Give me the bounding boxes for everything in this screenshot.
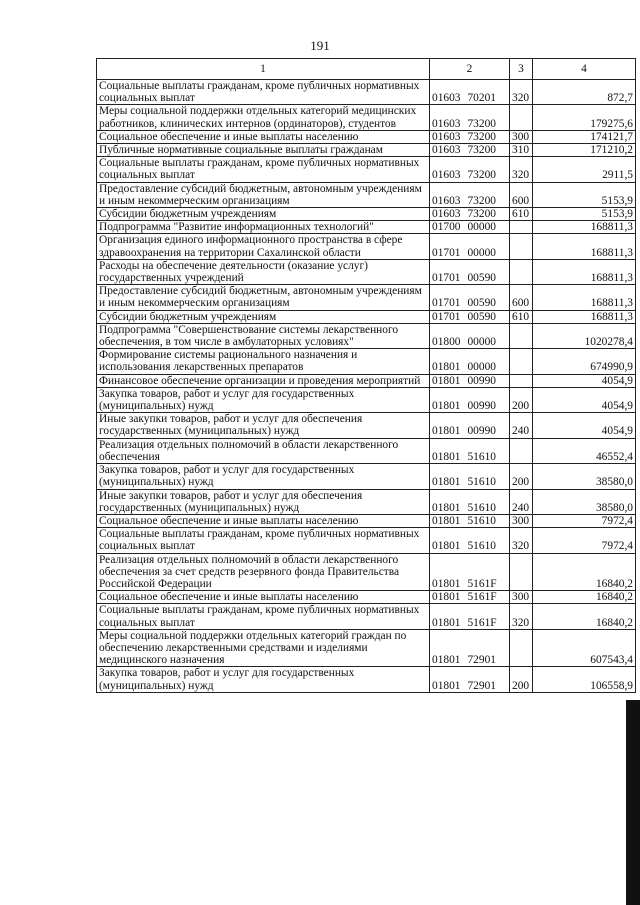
program-code: 01801 (432, 616, 461, 629)
expense-type-code: 610 (510, 310, 533, 323)
table-row (97, 604, 636, 629)
row-description: Предоставление субсидий бюджетным, автономным учреждениям и иным некоммерческим организациям (97, 182, 430, 207)
target-article-code (430, 438, 510, 463)
table-row (97, 182, 636, 207)
table-row (97, 514, 636, 527)
program-code: 01603 (432, 169, 461, 182)
direction-code: 00990 (467, 400, 496, 413)
expense-type-code (510, 221, 533, 234)
row-description: Расходы на обеспечение деятельности (оказание услуг) государственных учреждений (97, 259, 430, 284)
expense-type-code (510, 234, 533, 259)
amount: 4054,9 (533, 413, 636, 438)
target-article-code (430, 144, 510, 157)
program-code: 01701 (432, 297, 461, 310)
target-article-code (430, 374, 510, 387)
direction-code: 5161F (467, 616, 497, 629)
direction-code: 51610 (467, 450, 496, 463)
amount: 872,7 (533, 80, 636, 105)
direction-code: 51610 (467, 514, 496, 527)
target-article-code (430, 310, 510, 323)
expense-type-code: 320 (510, 528, 533, 553)
amount: 16840,2 (533, 553, 636, 591)
budget-table (96, 58, 636, 693)
direction-code: 5161F (467, 577, 497, 590)
table-header-row (97, 59, 636, 80)
table-row (97, 157, 636, 182)
direction-code: 00990 (467, 425, 496, 438)
target-article-code (430, 387, 510, 412)
expense-type-code: 200 (510, 387, 533, 412)
program-code: 01603 (432, 208, 461, 221)
program-code: 01603 (432, 92, 461, 105)
direction-code: 00590 (467, 310, 496, 323)
expense-type-code (510, 349, 533, 374)
expense-type-code (510, 323, 533, 348)
row-description: Подпрограмма "Совершенствование системы лекарственного обеспечения, в том числе в амбулаторных условиях" (97, 323, 430, 348)
target-article-code (430, 234, 510, 259)
target-article-code (430, 259, 510, 284)
target-article-code (430, 413, 510, 438)
amount: 168811,3 (533, 221, 636, 234)
direction-code: 51610 (467, 501, 496, 514)
expense-type-code (510, 553, 533, 591)
amount: 674990,9 (533, 349, 636, 374)
program-code: 01800 (432, 336, 461, 349)
direction-code: 51610 (467, 540, 496, 553)
expense-type-code: 320 (510, 157, 533, 182)
program-code: 01801 (432, 591, 461, 604)
expense-type-code: 300 (510, 591, 533, 604)
direction-code: 00990 (467, 374, 496, 387)
column-header: 4 (533, 59, 636, 80)
row-description: Социальные выплаты гражданам, кроме публичных нормативных социальных выплат (97, 604, 430, 629)
target-article-code (430, 285, 510, 310)
direction-code: 00000 (467, 336, 496, 349)
row-description: Реализация отдельных полномочий в области лекарственного обеспечения за счет средств резервного фонда Правительства Российской Федерации (97, 553, 430, 591)
expense-type-code: 320 (510, 604, 533, 629)
target-article-code (430, 105, 510, 130)
row-description: Организация единого информационного пространства в сфере здравоохранения на территории Сахалинской области (97, 234, 430, 259)
table-row (97, 130, 636, 143)
direction-code: 70201 (467, 92, 496, 105)
program-code: 01801 (432, 540, 461, 553)
amount: 16840,2 (533, 591, 636, 604)
table-row (97, 629, 636, 667)
expense-type-code: 240 (510, 489, 533, 514)
row-description: Социальные выплаты гражданам, кроме публичных нормативных социальных выплат (97, 528, 430, 553)
row-description: Закупка товаров, работ и услуг для государственных (муниципальных) нужд (97, 667, 430, 692)
expense-type-code (510, 374, 533, 387)
program-code: 01801 (432, 577, 461, 590)
table-row (97, 80, 636, 105)
amount: 171210,2 (533, 144, 636, 157)
target-article-code (430, 489, 510, 514)
program-code: 01700 (432, 221, 461, 234)
row-description: Социальные выплаты гражданам, кроме публичных нормативных социальных выплат (97, 157, 430, 182)
program-code: 01701 (432, 272, 461, 285)
program-code: 01701 (432, 246, 461, 259)
row-description: Меры социальной поддержки отдельных категорий медицинских работников, клинических интернов (ординаторов), студентов (97, 105, 430, 130)
column-header: 3 (510, 59, 533, 80)
expense-type-code (510, 105, 533, 130)
target-article-code (430, 514, 510, 527)
program-code: 01603 (432, 144, 461, 157)
target-article-code (430, 208, 510, 221)
table-row (97, 349, 636, 374)
target-article-code (430, 528, 510, 553)
target-article-code (430, 221, 510, 234)
row-description: Иные закупки товаров, работ и услуг для обеспечения государственных (муниципальных) нужд (97, 489, 430, 514)
program-code: 01801 (432, 654, 461, 667)
table-row (97, 528, 636, 553)
row-description: Социальное обеспечение и иные выплаты населению (97, 130, 430, 143)
target-article-code (430, 157, 510, 182)
table-row (97, 489, 636, 514)
program-code: 01603 (432, 117, 461, 130)
program-code: 01801 (432, 450, 461, 463)
row-description: Предоставление субсидий бюджетным, автономным учреждениям и иным некоммерческим организациям (97, 285, 430, 310)
amount: 16840,2 (533, 604, 636, 629)
target-article-code (430, 604, 510, 629)
table-row (97, 464, 636, 489)
target-article-code (430, 464, 510, 489)
program-code: 01801 (432, 425, 461, 438)
amount: 2911,5 (533, 157, 636, 182)
target-article-code (430, 323, 510, 348)
expense-type-code: 300 (510, 514, 533, 527)
program-code: 01801 (432, 374, 461, 387)
program-code: 01801 (432, 501, 461, 514)
expense-type-code: 240 (510, 413, 533, 438)
amount: 106558,9 (533, 667, 636, 692)
table-row (97, 105, 636, 130)
table-row (97, 438, 636, 463)
target-article-code (430, 667, 510, 692)
direction-code: 73200 (467, 130, 496, 143)
table-row (97, 553, 636, 591)
column-header: 2 (430, 59, 510, 80)
table-row (97, 259, 636, 284)
expense-type-code: 610 (510, 208, 533, 221)
scan-edge-bar (626, 700, 640, 905)
expense-type-code: 200 (510, 464, 533, 489)
program-code: 01603 (432, 194, 461, 207)
amount: 4054,9 (533, 374, 636, 387)
program-code: 01801 (432, 476, 461, 489)
direction-code: 5161F (467, 591, 497, 604)
row-description: Закупка товаров, работ и услуг для государственных (муниципальных) нужд (97, 464, 430, 489)
page-number: 191 (310, 38, 330, 53)
amount: 168811,3 (533, 259, 636, 284)
direction-code: 73200 (467, 117, 496, 130)
direction-code: 00000 (467, 246, 496, 259)
target-article-code (430, 182, 510, 207)
expense-type-code: 300 (510, 130, 533, 143)
direction-code: 73200 (467, 208, 496, 221)
direction-code: 00590 (467, 272, 496, 285)
target-article-code (430, 80, 510, 105)
table-row (97, 374, 636, 387)
row-description: Социальные выплаты гражданам, кроме публичных нормативных социальных выплат (97, 80, 430, 105)
row-description: Закупка товаров, работ и услуг для государственных (муниципальных) нужд (97, 387, 430, 412)
amount: 7972,4 (533, 528, 636, 553)
amount: 46552,4 (533, 438, 636, 463)
amount: 174121,7 (533, 130, 636, 143)
expense-type-code (510, 259, 533, 284)
expense-type-code: 200 (510, 667, 533, 692)
target-article-code (430, 349, 510, 374)
table-row (97, 591, 636, 604)
target-article-code (430, 553, 510, 591)
amount: 607543,4 (533, 629, 636, 667)
row-description: Публичные нормативные социальные выплаты гражданам (97, 144, 430, 157)
target-article-code (430, 591, 510, 604)
expense-type-code: 600 (510, 182, 533, 207)
program-code: 01801 (432, 400, 461, 413)
row-description: Финансовое обеспечение организации и проведения мероприятий (97, 374, 430, 387)
amount: 38580,0 (533, 489, 636, 514)
target-article-code (430, 629, 510, 667)
program-code: 01801 (432, 514, 461, 527)
row-description: Подпрограмма "Развитие информационных технологий" (97, 221, 430, 234)
table-row (97, 221, 636, 234)
row-description: Социальное обеспечение и иные выплаты населению (97, 591, 430, 604)
table-row (97, 323, 636, 348)
table-row (97, 208, 636, 221)
row-description: Иные закупки товаров, работ и услуг для обеспечения государственных (муниципальных) нужд (97, 413, 430, 438)
direction-code: 72901 (467, 654, 496, 667)
program-code: 01801 (432, 361, 461, 374)
table-row (97, 144, 636, 157)
amount: 7972,4 (533, 514, 636, 527)
amount: 168811,3 (533, 234, 636, 259)
expense-type-code (510, 629, 533, 667)
program-code: 01603 (432, 130, 461, 143)
expense-type-code: 320 (510, 80, 533, 105)
amount: 168811,3 (533, 310, 636, 323)
column-header: 1 (97, 59, 430, 80)
amount: 4054,9 (533, 387, 636, 412)
direction-code: 73200 (467, 169, 496, 182)
row-description: Социальное обеспечение и иные выплаты населению (97, 514, 430, 527)
row-description: Меры социальной поддержки отдельных категорий граждан по обеспечению лекарственными средствами и изделиями медицинского назначения (97, 629, 430, 667)
amount: 179275,6 (533, 105, 636, 130)
direction-code: 00000 (467, 361, 496, 374)
row-description: Субсидии бюджетным учреждениям (97, 208, 430, 221)
table-row (97, 387, 636, 412)
program-code: 01701 (432, 310, 461, 323)
direction-code: 51610 (467, 476, 496, 489)
direction-code: 73200 (467, 144, 496, 157)
direction-code: 73200 (467, 194, 496, 207)
amount: 5153,9 (533, 182, 636, 207)
amount: 168811,3 (533, 285, 636, 310)
table-row (97, 234, 636, 259)
row-description: Формирование системы рационального назначения и использования лекарственных препаратов (97, 349, 430, 374)
expense-type-code: 600 (510, 285, 533, 310)
row-description: Субсидии бюджетным учреждениям (97, 310, 430, 323)
table-row (97, 310, 636, 323)
table-row (97, 285, 636, 310)
target-article-code (430, 130, 510, 143)
expense-type-code: 310 (510, 144, 533, 157)
amount: 38580,0 (533, 464, 636, 489)
expense-type-code (510, 438, 533, 463)
table-row (97, 667, 636, 692)
amount: 5153,9 (533, 208, 636, 221)
program-code: 01801 (432, 679, 461, 692)
table-row (97, 413, 636, 438)
direction-code: 00000 (467, 221, 496, 234)
direction-code: 00590 (467, 297, 496, 310)
direction-code: 72901 (467, 679, 496, 692)
amount: 1020278,4 (533, 323, 636, 348)
row-description: Реализация отдельных полномочий в области лекарственного обеспечения (97, 438, 430, 463)
